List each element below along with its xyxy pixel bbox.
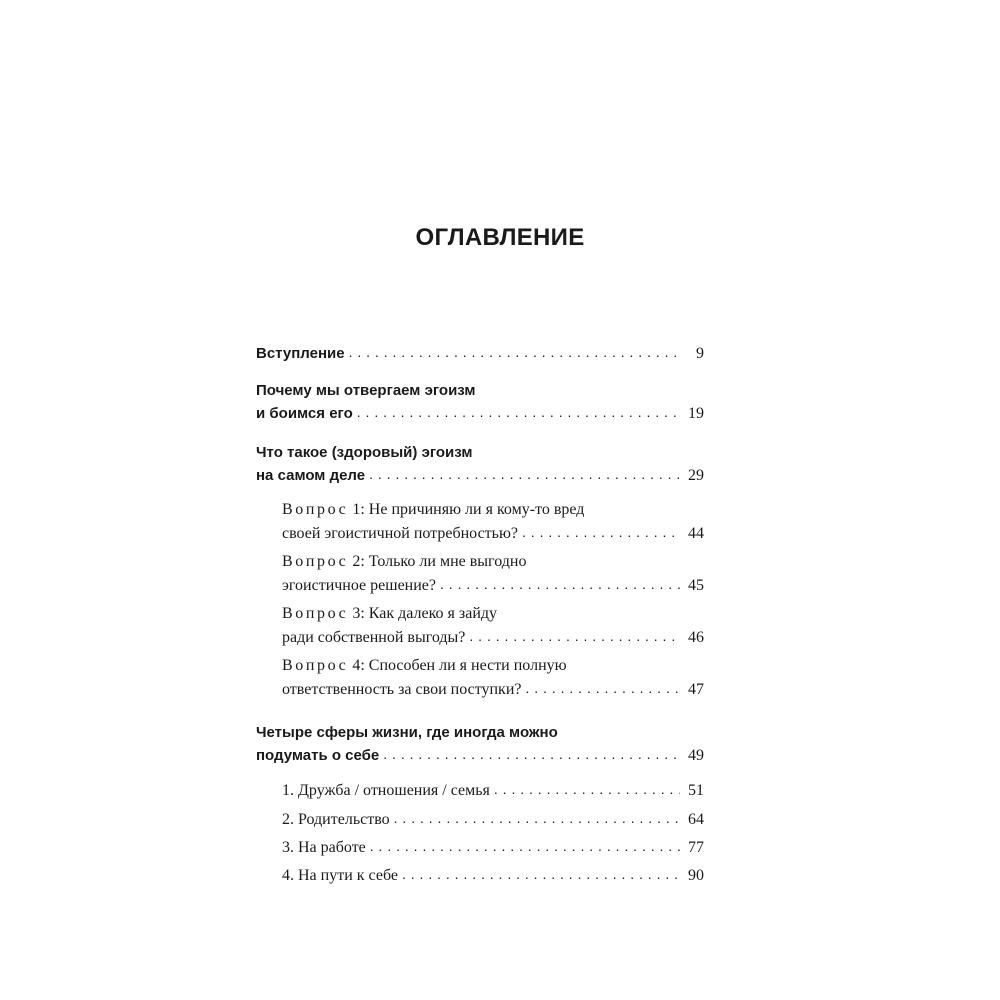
- toc-entry-question-2[interactable]: [282, 551, 704, 597]
- page-number: 45: [688, 577, 704, 594]
- dot-leader: [440, 573, 680, 595]
- dot-leader: [357, 401, 680, 423]
- entry-title-line-1: Почему мы отвергаем эгоизм: [256, 382, 476, 399]
- page-number: 29: [688, 467, 704, 484]
- toc-entry-friendship[interactable]: [282, 779, 704, 802]
- dot-leader: [494, 778, 680, 800]
- dot-leader: [383, 743, 680, 765]
- toc-entry-at-work[interactable]: [282, 836, 704, 859]
- page-title: ОГЛАВЛЕНИЕ: [415, 224, 585, 251]
- question-text: 1: Не причиняю ли я кому-то вред: [348, 501, 585, 518]
- entry-title: 4. На пути к себе: [282, 867, 398, 884]
- entry-title-line-2: подумать о себе: [256, 747, 380, 764]
- page-number: 49: [688, 747, 704, 764]
- dot-leader: [394, 807, 680, 829]
- dot-leader: [469, 625, 680, 647]
- dot-leader: [369, 463, 680, 485]
- page-number: 9: [696, 345, 704, 362]
- entry-title-line-2: эгоистичное решение?: [282, 577, 437, 594]
- entry-title-line-1: [282, 551, 526, 573]
- question-prefix: Вопрос: [282, 553, 349, 570]
- dot-leader: [522, 521, 680, 543]
- page-number: 47: [688, 681, 704, 698]
- question-prefix: Вопрос: [282, 501, 349, 518]
- toc-entry-why-reject[interactable]: [256, 380, 704, 425]
- toc-entry-four-spheres[interactable]: [256, 722, 704, 767]
- entry-title-line-2: ради собственной выгоды?: [282, 629, 466, 646]
- toc-entry-introduction[interactable]: [256, 342, 704, 365]
- question-prefix: Вопрос: [282, 605, 349, 622]
- entry-title: 1. Дружба / отношения / семья: [282, 782, 490, 799]
- page-number: 77: [688, 839, 704, 856]
- page-number: 44: [688, 525, 704, 542]
- toc-entry-question-1[interactable]: [282, 499, 704, 545]
- entry-title-line-2: своей эгоистичной потребностью?: [282, 525, 519, 542]
- question-text: 3: Как далеко я зайду: [348, 605, 498, 622]
- entry-title-line-1: Четыре сферы жизни, где иногда можно: [256, 724, 558, 741]
- entry-title-line-1: [282, 499, 584, 521]
- toc-entry-parenthood[interactable]: [282, 808, 704, 831]
- entry-title-line-1: Что такое (здоровый) эгоизм: [256, 444, 473, 461]
- entry-title: 2. Родительство: [282, 811, 390, 828]
- toc-entry-question-4[interactable]: [282, 655, 704, 701]
- toc-entry-what-is[interactable]: [256, 442, 704, 487]
- entry-title-line-1: [282, 655, 567, 677]
- page-number: 90: [688, 867, 704, 884]
- entry-title-line-2: и боимся его: [256, 405, 353, 422]
- dot-leader: [349, 341, 680, 363]
- dot-leader: [402, 863, 680, 885]
- entry-title-line-2: ответственность за свои поступки?: [282, 681, 522, 698]
- toc-entry-question-3[interactable]: [282, 603, 704, 649]
- question-prefix: Вопрос: [282, 657, 349, 674]
- question-text: 4: Способен ли я нести полную: [348, 657, 567, 674]
- page-number: 51: [688, 782, 704, 799]
- entry-title: 3. На работе: [282, 839, 366, 856]
- entry-title: Вступление: [256, 345, 345, 362]
- entry-title-line-1: [282, 603, 497, 625]
- dot-leader: [370, 835, 680, 857]
- entry-title-line-2: на самом деле: [256, 467, 366, 484]
- dot-leader: [525, 677, 680, 699]
- toc-entry-path-to-self[interactable]: [282, 864, 704, 887]
- page-number: 64: [688, 811, 704, 828]
- question-text: 2: Только ли мне выгодно: [348, 553, 527, 570]
- page-number: 46: [688, 629, 704, 646]
- page-number: 19: [688, 405, 704, 422]
